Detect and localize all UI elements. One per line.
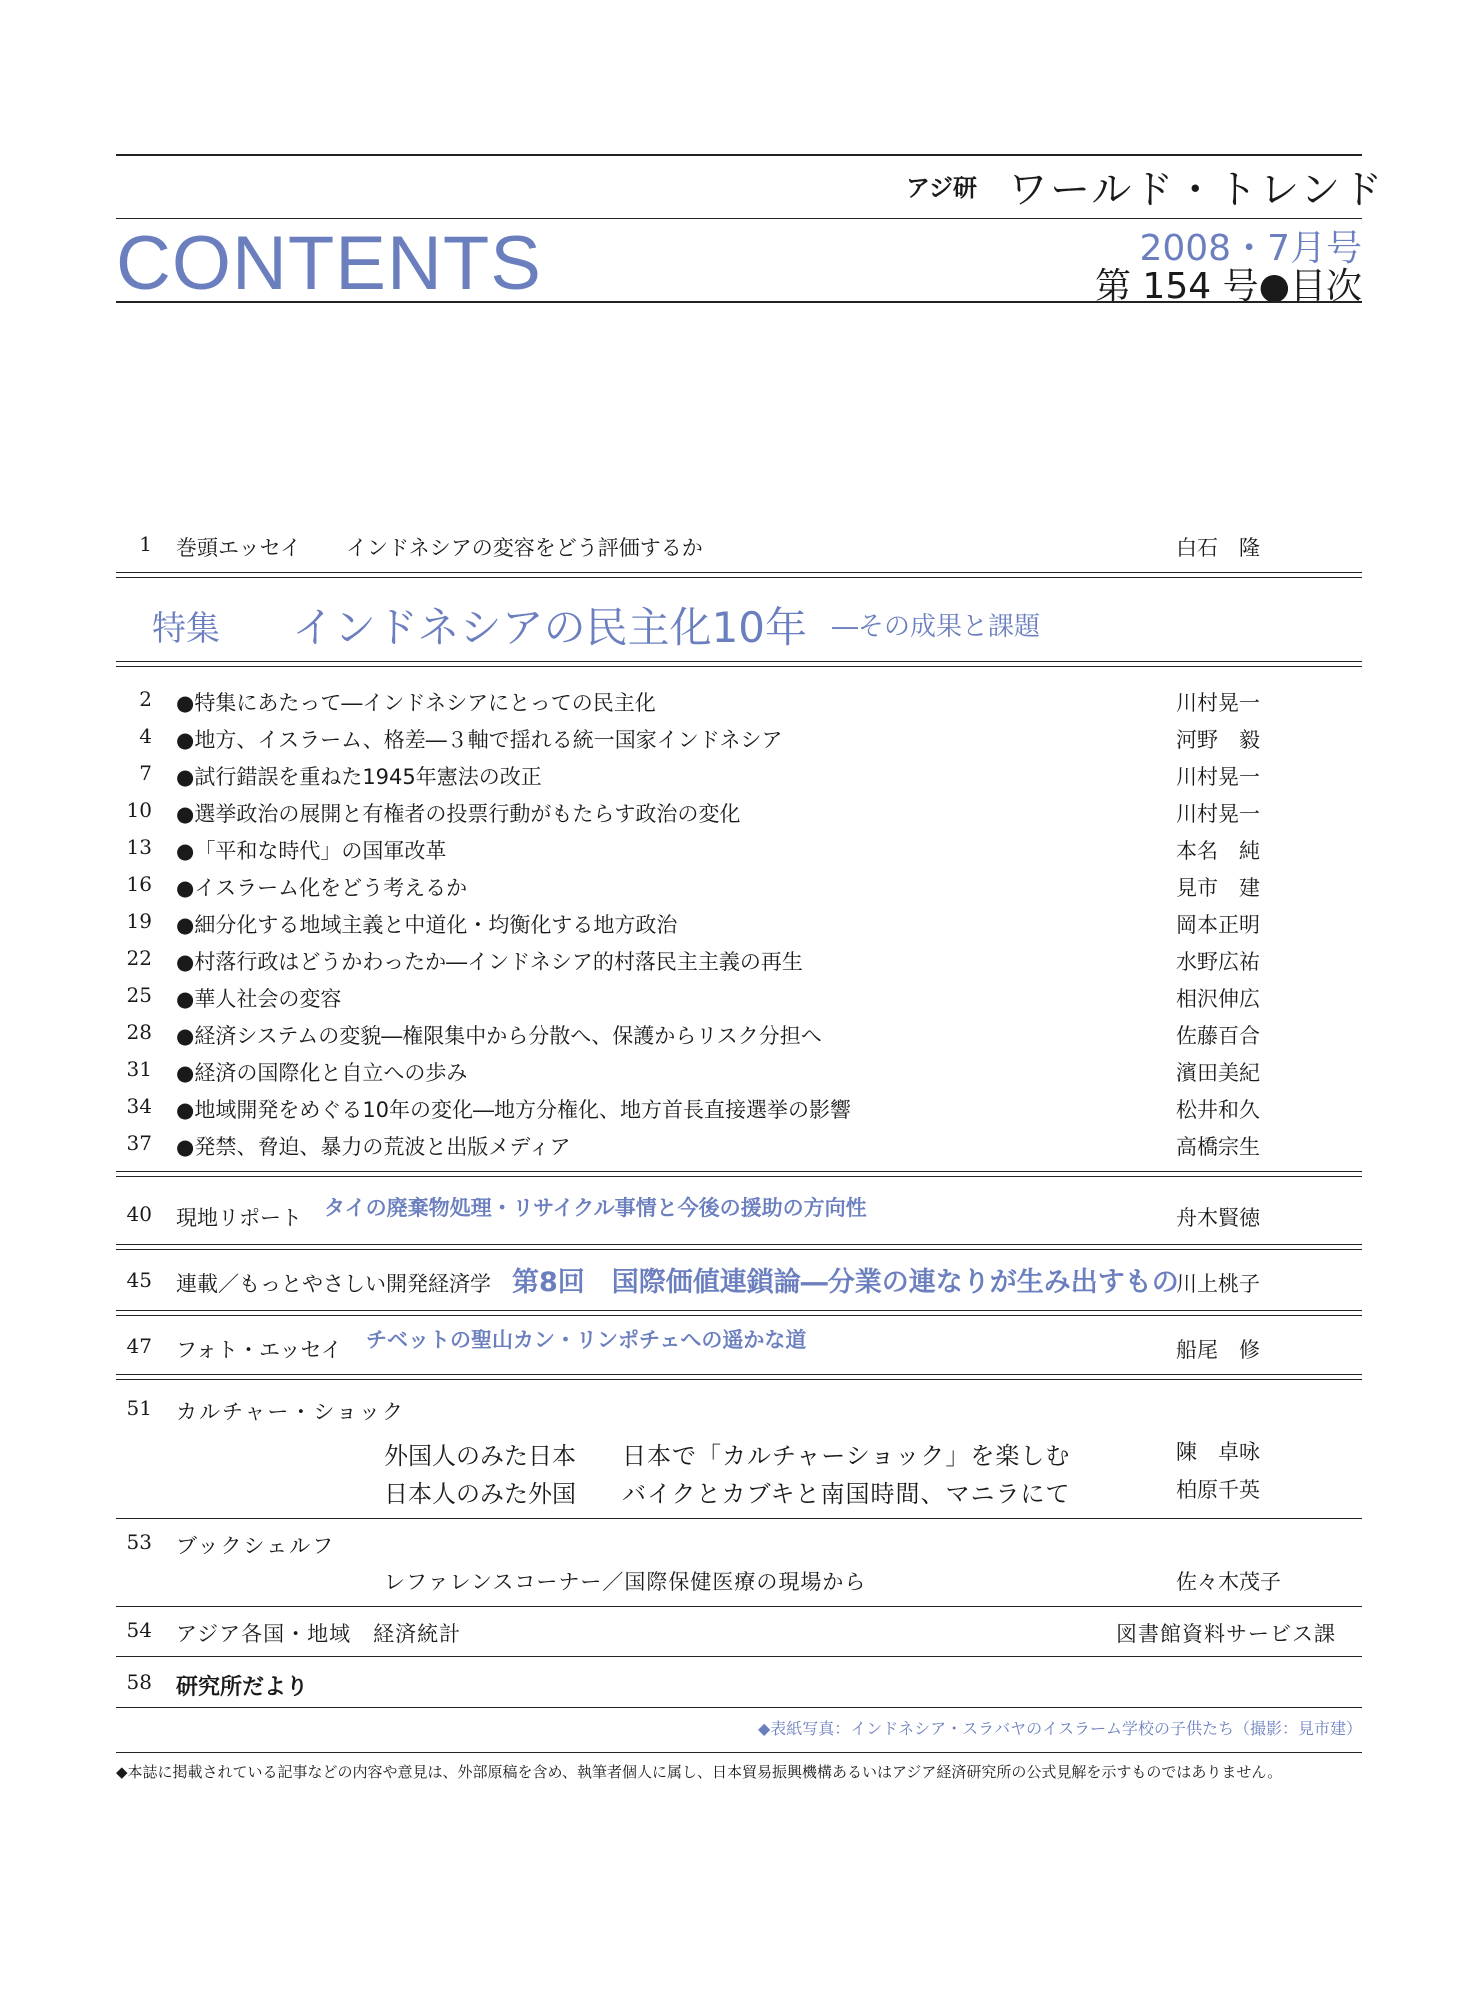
entry-category: 現地リポート [176, 1206, 302, 1230]
feature-rule [116, 661, 1362, 667]
toc-row-culture [116, 1390, 1362, 1426]
entry-title: ●発禁、脅迫、暴力の荒波と出版メディア [176, 1135, 571, 1159]
entry-author: 佐藤百合 [1176, 1024, 1260, 1048]
news-rule [116, 1707, 1362, 1708]
entry-title: ●経済システムの変貌―権限集中から分散へ、保護からリスク分担へ [176, 1024, 822, 1048]
page-number: 22 [126, 946, 152, 970]
page-number: 51 [126, 1396, 152, 1420]
page-number: 16 [126, 872, 152, 896]
entry-title: ●地域開発をめぐる10年の変化―地方分権化、地方首長直接選挙の影響 [176, 1098, 852, 1122]
bookshelf-item[interactable] [116, 1560, 1362, 1596]
entry-author: 河野 毅 [1176, 728, 1260, 752]
feature-item[interactable] [116, 1088, 1362, 1124]
toc-row-photo[interactable] [116, 1322, 1362, 1368]
entry-title: チベットの聖山カン・リンポチェへの遥かな道 [366, 1328, 807, 1352]
entry-author: 船尾 修 [1176, 1338, 1260, 1362]
entry-author: 川村晃一 [1176, 691, 1260, 715]
entry-category: カルチャー・ショック [176, 1400, 405, 1424]
entry-title: 日本で「カルチャーショック」を楽しむ [622, 1442, 1071, 1470]
entry-title: インドネシアの変容をどう評価するか [346, 536, 703, 560]
feature-item[interactable] [116, 829, 1362, 865]
page-number: 13 [126, 835, 152, 859]
feature-item[interactable] [116, 755, 1362, 791]
page-number: 40 [126, 1202, 152, 1226]
stats-rule [116, 1656, 1362, 1657]
report-rule [116, 1244, 1362, 1250]
toc-row-essay[interactable] [116, 526, 1362, 562]
entry-author: 柏原千英 [1176, 1478, 1260, 1502]
entry-author: 陳 卓咏 [1176, 1440, 1260, 1464]
cover-photo-note: ◆表紙写真：インドネシア・スラバヤのイスラーム学校の子供たち（撮影：見市建） [758, 1719, 1362, 1738]
feature-title: インドネシアの民主化10年 [292, 603, 808, 652]
feature-item[interactable] [116, 1051, 1362, 1087]
header-top-rule [116, 154, 1362, 156]
toc-row-report[interactable] [116, 1190, 1362, 1236]
page-number: 54 [126, 1618, 152, 1642]
entry-author: 松井和久 [1176, 1098, 1260, 1122]
page-number: 37 [126, 1131, 152, 1155]
entry-title: ●村落行政はどうかわったか―インドネシア的村落民主主義の再生 [176, 950, 803, 974]
page-number: 34 [126, 1094, 152, 1118]
feature-label: 特集 [152, 609, 220, 649]
culture-item[interactable] [116, 1430, 1362, 1470]
toc-row-bookshelf [116, 1524, 1362, 1560]
toc-row-series[interactable] [116, 1256, 1362, 1302]
feature-item[interactable] [116, 792, 1362, 828]
footer-rule [116, 1752, 1362, 1753]
photo-rule [116, 1374, 1362, 1380]
feature-item[interactable] [116, 903, 1362, 939]
entry-author: 本名 純 [1176, 839, 1260, 863]
entry-title: タイの廃棄物処理・リサイクル事情と今後の援助の方向性 [324, 1196, 867, 1220]
entry-title: ●選挙政治の展開と有権者の投票行動がもたらす政治の変化 [176, 802, 741, 826]
entry-category: ブックシェルフ [176, 1534, 336, 1558]
entry-title: ●経済の国際化と自立への歩み [176, 1061, 468, 1085]
entry-author: 高橋宗生 [1176, 1135, 1260, 1159]
header-mid-rule [116, 218, 1362, 219]
entry-author: 見市 建 [1176, 876, 1260, 900]
feature-item[interactable] [116, 940, 1362, 976]
culture-item-label: 日本人のみた外国 [384, 1480, 576, 1508]
entry-author: 岡本正明 [1176, 913, 1260, 937]
page-number: 7 [139, 761, 152, 785]
toc-row-stats[interactable] [116, 1612, 1362, 1648]
feature-item[interactable] [116, 866, 1362, 902]
disclaimer: ◆本誌に掲載されている記事などの内容や意見は、外部原稿を含め、執筆者個人に属し、日本貿易振興機構あるいはアジア経済研究所の公式見解を示すものではありません。 [116, 1763, 1283, 1781]
brand-title: ワールド・トレンド [1008, 167, 1385, 213]
entry-author: 水野広祐 [1176, 950, 1260, 974]
entry-title: バイクとカブキと南国時間、マニラにて [622, 1480, 1071, 1508]
culture-rule [116, 1518, 1362, 1519]
entry-author: 川上桃子 [1176, 1272, 1260, 1296]
entry-title: ●「平和な時代」の国軍改革 [176, 839, 447, 863]
entry-title: ●地方、イスラーム、格差―３軸で揺れる統一国家インドネシア [176, 728, 783, 752]
entry-title: 第8回 国際価値連鎖論―分業の連なりが生み出すもの [512, 1267, 1179, 1298]
feature-end-rule [116, 1171, 1362, 1177]
brand-small: アジ研 [906, 174, 978, 202]
page-number: 4 [139, 724, 152, 748]
feature-item[interactable] [116, 1014, 1362, 1050]
entry-title: レファレンスコーナー／国際保健医療の現場から [384, 1570, 867, 1594]
entry-author: 川村晃一 [1176, 802, 1260, 826]
page-number: 2 [139, 687, 152, 711]
entry-title: アジア各国・地域 経済統計 [176, 1622, 462, 1646]
page-number: 31 [126, 1057, 152, 1081]
header-bottom-rule [116, 301, 1362, 303]
entry-title: ●細分化する地域主義と中道化・均衡化する地方政治 [176, 913, 678, 937]
contents-label: CONTENTS [116, 221, 542, 306]
page-number: 58 [126, 1670, 152, 1694]
entry-author: 白石 隆 [1176, 536, 1260, 560]
entry-author: 図書館資料サービス課 [1116, 1622, 1336, 1646]
page-number: 28 [126, 1020, 152, 1044]
entry-author: 佐々木茂子 [1176, 1570, 1281, 1594]
entry-author: 川村晃一 [1176, 765, 1260, 789]
culture-item[interactable] [116, 1468, 1362, 1508]
issue-date: 2008・7月号 [1139, 228, 1362, 269]
page-number: 53 [126, 1530, 152, 1554]
page-number: 19 [126, 909, 152, 933]
entry-author: 相沢伸広 [1176, 987, 1260, 1011]
feature-item[interactable] [116, 1125, 1362, 1161]
feature-item[interactable] [116, 977, 1362, 1013]
page-number: 10 [126, 798, 152, 822]
entry-title: ●試行錯誤を重ねた1945年憲法の改正 [176, 765, 542, 789]
page-number: 25 [126, 983, 152, 1007]
bookshelf-rule [116, 1606, 1362, 1607]
entry-title: ●イスラーム化をどう考えるか [176, 876, 468, 900]
feature-item[interactable] [116, 718, 1362, 754]
entry-title: ●特集にあたって―インドネシアにとっての民主化 [176, 691, 656, 715]
essay-rule [116, 572, 1362, 578]
entry-category: 連載／もっとやさしい開発経済学 [176, 1272, 491, 1296]
feature-item[interactable] [116, 681, 1362, 717]
entry-author: 濱田美紀 [1176, 1061, 1260, 1085]
feature-subtitle: ―その成果と課題 [832, 612, 1041, 642]
page-number: 1 [139, 532, 152, 556]
entry-title: 研究所だより [176, 1674, 309, 1700]
entry-author: 舟木賢徳 [1176, 1206, 1260, 1230]
series-rule [116, 1310, 1362, 1316]
entry-category: フォト・エッセイ [176, 1338, 342, 1362]
toc-row-news[interactable] [116, 1664, 1362, 1700]
culture-item-label: 外国人のみた日本 [384, 1442, 576, 1470]
entry-category: 巻頭エッセイ [176, 536, 301, 560]
page-number: 45 [126, 1268, 152, 1292]
entry-title: ●華人社会の変容 [176, 987, 342, 1011]
page-number: 47 [126, 1334, 152, 1358]
issue-number: 第 154 号●目次 [1094, 266, 1362, 307]
